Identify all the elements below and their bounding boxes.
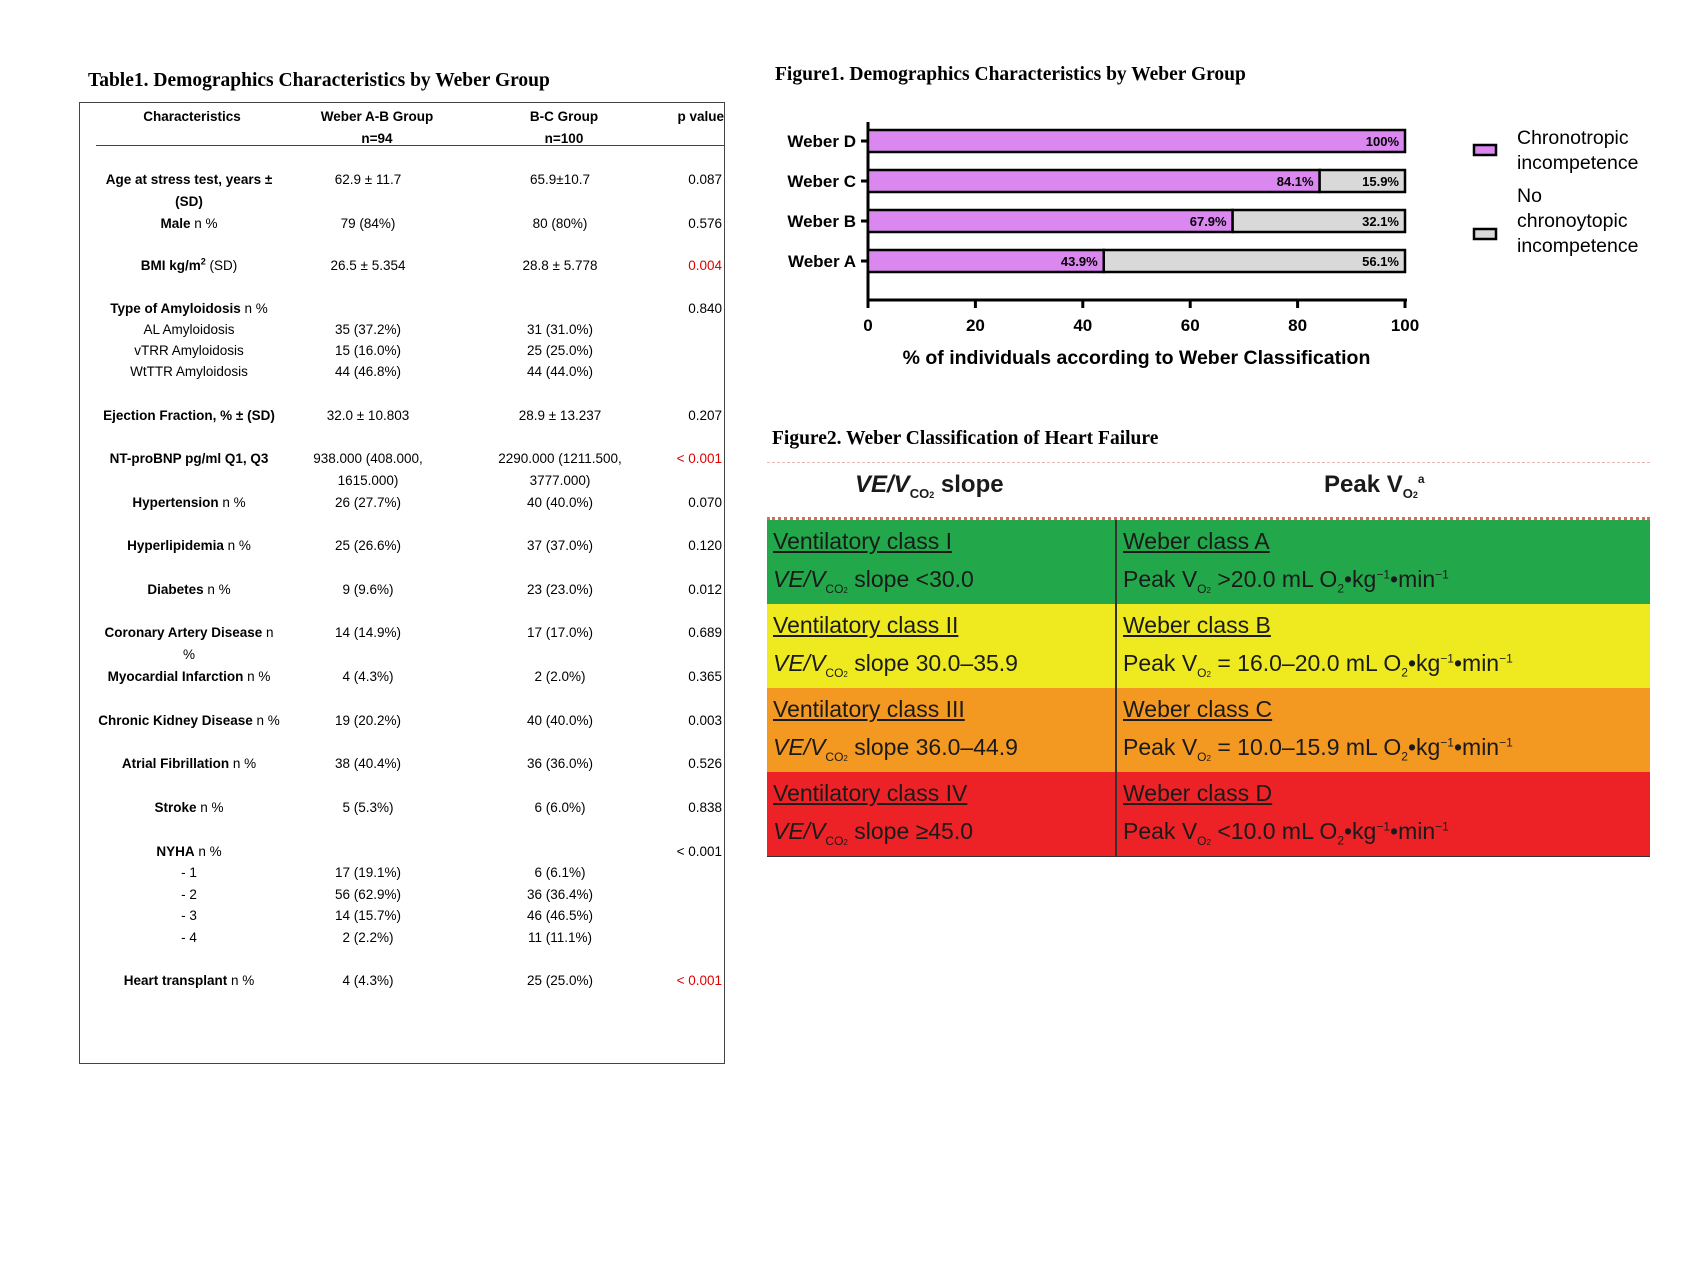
bar-segment (868, 130, 1405, 152)
ve-vco2-slope-value: $VE/V_{CO2}$ slope ≥45.0 (773, 818, 974, 848)
chronotropic-chart (760, 110, 1700, 380)
table-header (96, 103, 724, 146)
figure2-title: Figure2. Weber Classification of Heart Failure (772, 428, 1159, 449)
bar-value-label: 56.1% (1362, 254, 1399, 269)
ve-vco2-slope-value: $VE/V_{CO2}$ slope 30.0–35.9 (773, 650, 1018, 680)
legend-label: incompetence (1517, 152, 1639, 174)
ventilatory-class-label: Ventilatory class II (773, 612, 959, 638)
weber-class-cell (1117, 520, 1650, 604)
weber-class-cell (1117, 604, 1650, 688)
ve-vco2-slope-value: $VE/V_{CO2}$ slope <30.0 (773, 566, 974, 596)
x-tick-label: 80 (1288, 316, 1308, 335)
figure1-title: Figure1. Demographics Characteristics by Weber Group (775, 64, 1246, 85)
weber-row (767, 520, 1650, 605)
header-characteristics: Characteristics (143, 109, 241, 124)
ventilatory-class-label: Ventilatory class I (773, 528, 952, 554)
bar-value-label: 84.1% (1276, 174, 1314, 189)
category-label: Weber D (787, 132, 856, 151)
category-label: Weber C (787, 172, 856, 191)
header-group-bc: B-C Group n=100 (529, 109, 599, 146)
bar-value-label: 100% (1365, 134, 1399, 149)
x-tick-label: 60 (1180, 316, 1200, 335)
header-peak-vo2: Peak $V_{O2}^a$ (1324, 471, 1425, 501)
weber-class-cell (1117, 772, 1650, 856)
ventilatory-class-cell (767, 604, 1117, 688)
peak-vo2-value: Peak $V_{O2} = 10.0-15.9$ mL $O_2•kg^{-1}•\min^{-1}$ (1123, 734, 1513, 764)
weber-class-label: Weber class C (1123, 696, 1273, 722)
ventilatory-class-label: Ventilatory class III (773, 696, 965, 722)
ve-vco2-slope-value: $VE/V_{CO2}$ slope 36.0–44.9 (773, 734, 1018, 764)
peak-vo2-value: Peak $V_{O2} <10.0$ mL $O_2•kg^{-1}•\min^{-1}$ (1123, 818, 1449, 848)
legend-label: No (1517, 185, 1542, 207)
bar-segment (868, 210, 1233, 232)
weber-class-label: Weber class B (1123, 612, 1271, 638)
legend-label: chronoytopic (1517, 210, 1628, 232)
weber-table-header (767, 462, 1650, 520)
peak-vo2-value: Peak $V_{O2} >20.0$ mL $O_2•kg^{-1}•\min^{-1}$ (1123, 566, 1449, 596)
weber-row (767, 604, 1650, 689)
bar-value-label: 67.9% (1189, 214, 1227, 229)
legend-label: Chronotropic (1517, 127, 1629, 149)
weber-row (767, 688, 1650, 773)
chart-svg (760, 110, 1700, 380)
x-tick-label: 0 (863, 316, 873, 335)
weber-class-label: Weber class D (1123, 780, 1273, 806)
x-tick-label: 20 (965, 316, 985, 335)
header-ve-vco2-slope: $VE/V_{CO2}$ slope (855, 471, 1004, 501)
bar-segment (1104, 250, 1405, 272)
weber-class-label: Weber class A (1123, 528, 1270, 554)
ventilatory-class-cell (767, 520, 1117, 604)
x-axis-title: % of individuals according to Weber Classification (902, 347, 1371, 369)
bar-value-label: 32.1% (1362, 214, 1399, 229)
legend-label: incompetence (1517, 235, 1639, 257)
peak-vo2-value: Peak $V_{O2} = 16.0-20.0$ mL $O_2•kg^{-1}•\min^{-1}$ (1123, 650, 1513, 680)
header-p-value: p value (677, 109, 724, 124)
weber-classification-table (767, 458, 1650, 860)
legend-swatch (1474, 145, 1496, 155)
x-tick-label: 100 (1390, 316, 1420, 335)
bar-value-label: 15.9% (1362, 174, 1399, 189)
header-group-ab: Weber A-B Group n=94 (320, 109, 434, 146)
category-label: Weber B (787, 212, 856, 231)
bar-segment (868, 170, 1320, 192)
demographics-table: Characteristics Weber A-B Group n=94 B-C Group n=100 p value Age at stress test, years ± (SD) 62.9 ± 11.7 65.9±10.7 0.087 Male n % 79 (84%) 80 (80%) 0.576 BMI $kg/m^2$ (SD) 26.5 ± 5.354 28.8 ± 5.778 0.004 Type of Amyloidosis n % 0.840 AL Amyloidosis 35 (37.2%) 31 (31.0%) vTRR Amyloidosis 15 (16.0%) 25 (25.0%) WtTTR Amyloidosis 44 (46.8%) 44 (44.0%) Ejection Fraction, % ± (SD) 32.0 ± 10.803 28.9 ± 13.237 0.207 NT-proBNP pg/ml Q1, Q3 938.000 (408.000, 1615.000) 2290.000 (1211.500, 3777.000) < 0.001 Hypertension n % 26 (27.7%) 40 (40.0%) 0.070 Hyperlipidemia n % 25 (26.6%) 37 (37.0%) 0.120 Diabetes n % 9 (9.6%) 23 (23.0%) 0.012 Coronary Artery Disease n % 14 (14.9%) 17 (17.0%) 0.689 Myocardial Infarction n % 4 (4.3%) 2 (2.0%) 0.365 Chronic Kidney Disease n % 19 (20.2%) 40 (40.0%) 0.003 Atrial Fibrillation n % 38 (40.4%) 36 (36.0%) 0.526 Stroke n % 5 (5.3%) 6 (6.0%) 0.838 NYHA n % < 0.001 - 1 17 (19.1%) 6 (6.1%) - 2 56 (62.9%) 36 (36.4%) - 3 14 (15.7%) 46 (46.5%) - 4 2 (2.2%) 11 (11.1%) Heart transplant n % 4 (4.3%) 25 (25.0%) < 0.001 (79, 102, 725, 1064)
category-label: Weber A (787, 252, 856, 271)
ventilatory-class-cell (767, 688, 1117, 772)
ventilatory-class-label: Ventilatory class IV (773, 780, 968, 806)
x-tick-label: 40 (1073, 316, 1093, 335)
ventilatory-class-cell (767, 772, 1117, 856)
weber-class-cell (1117, 688, 1650, 772)
bar-value-label: 43.9% (1060, 254, 1098, 269)
legend-swatch (1474, 229, 1496, 239)
table1-title: Table1. Demographics Characteristics by Weber Group (88, 70, 550, 91)
weber-row (767, 772, 1650, 857)
